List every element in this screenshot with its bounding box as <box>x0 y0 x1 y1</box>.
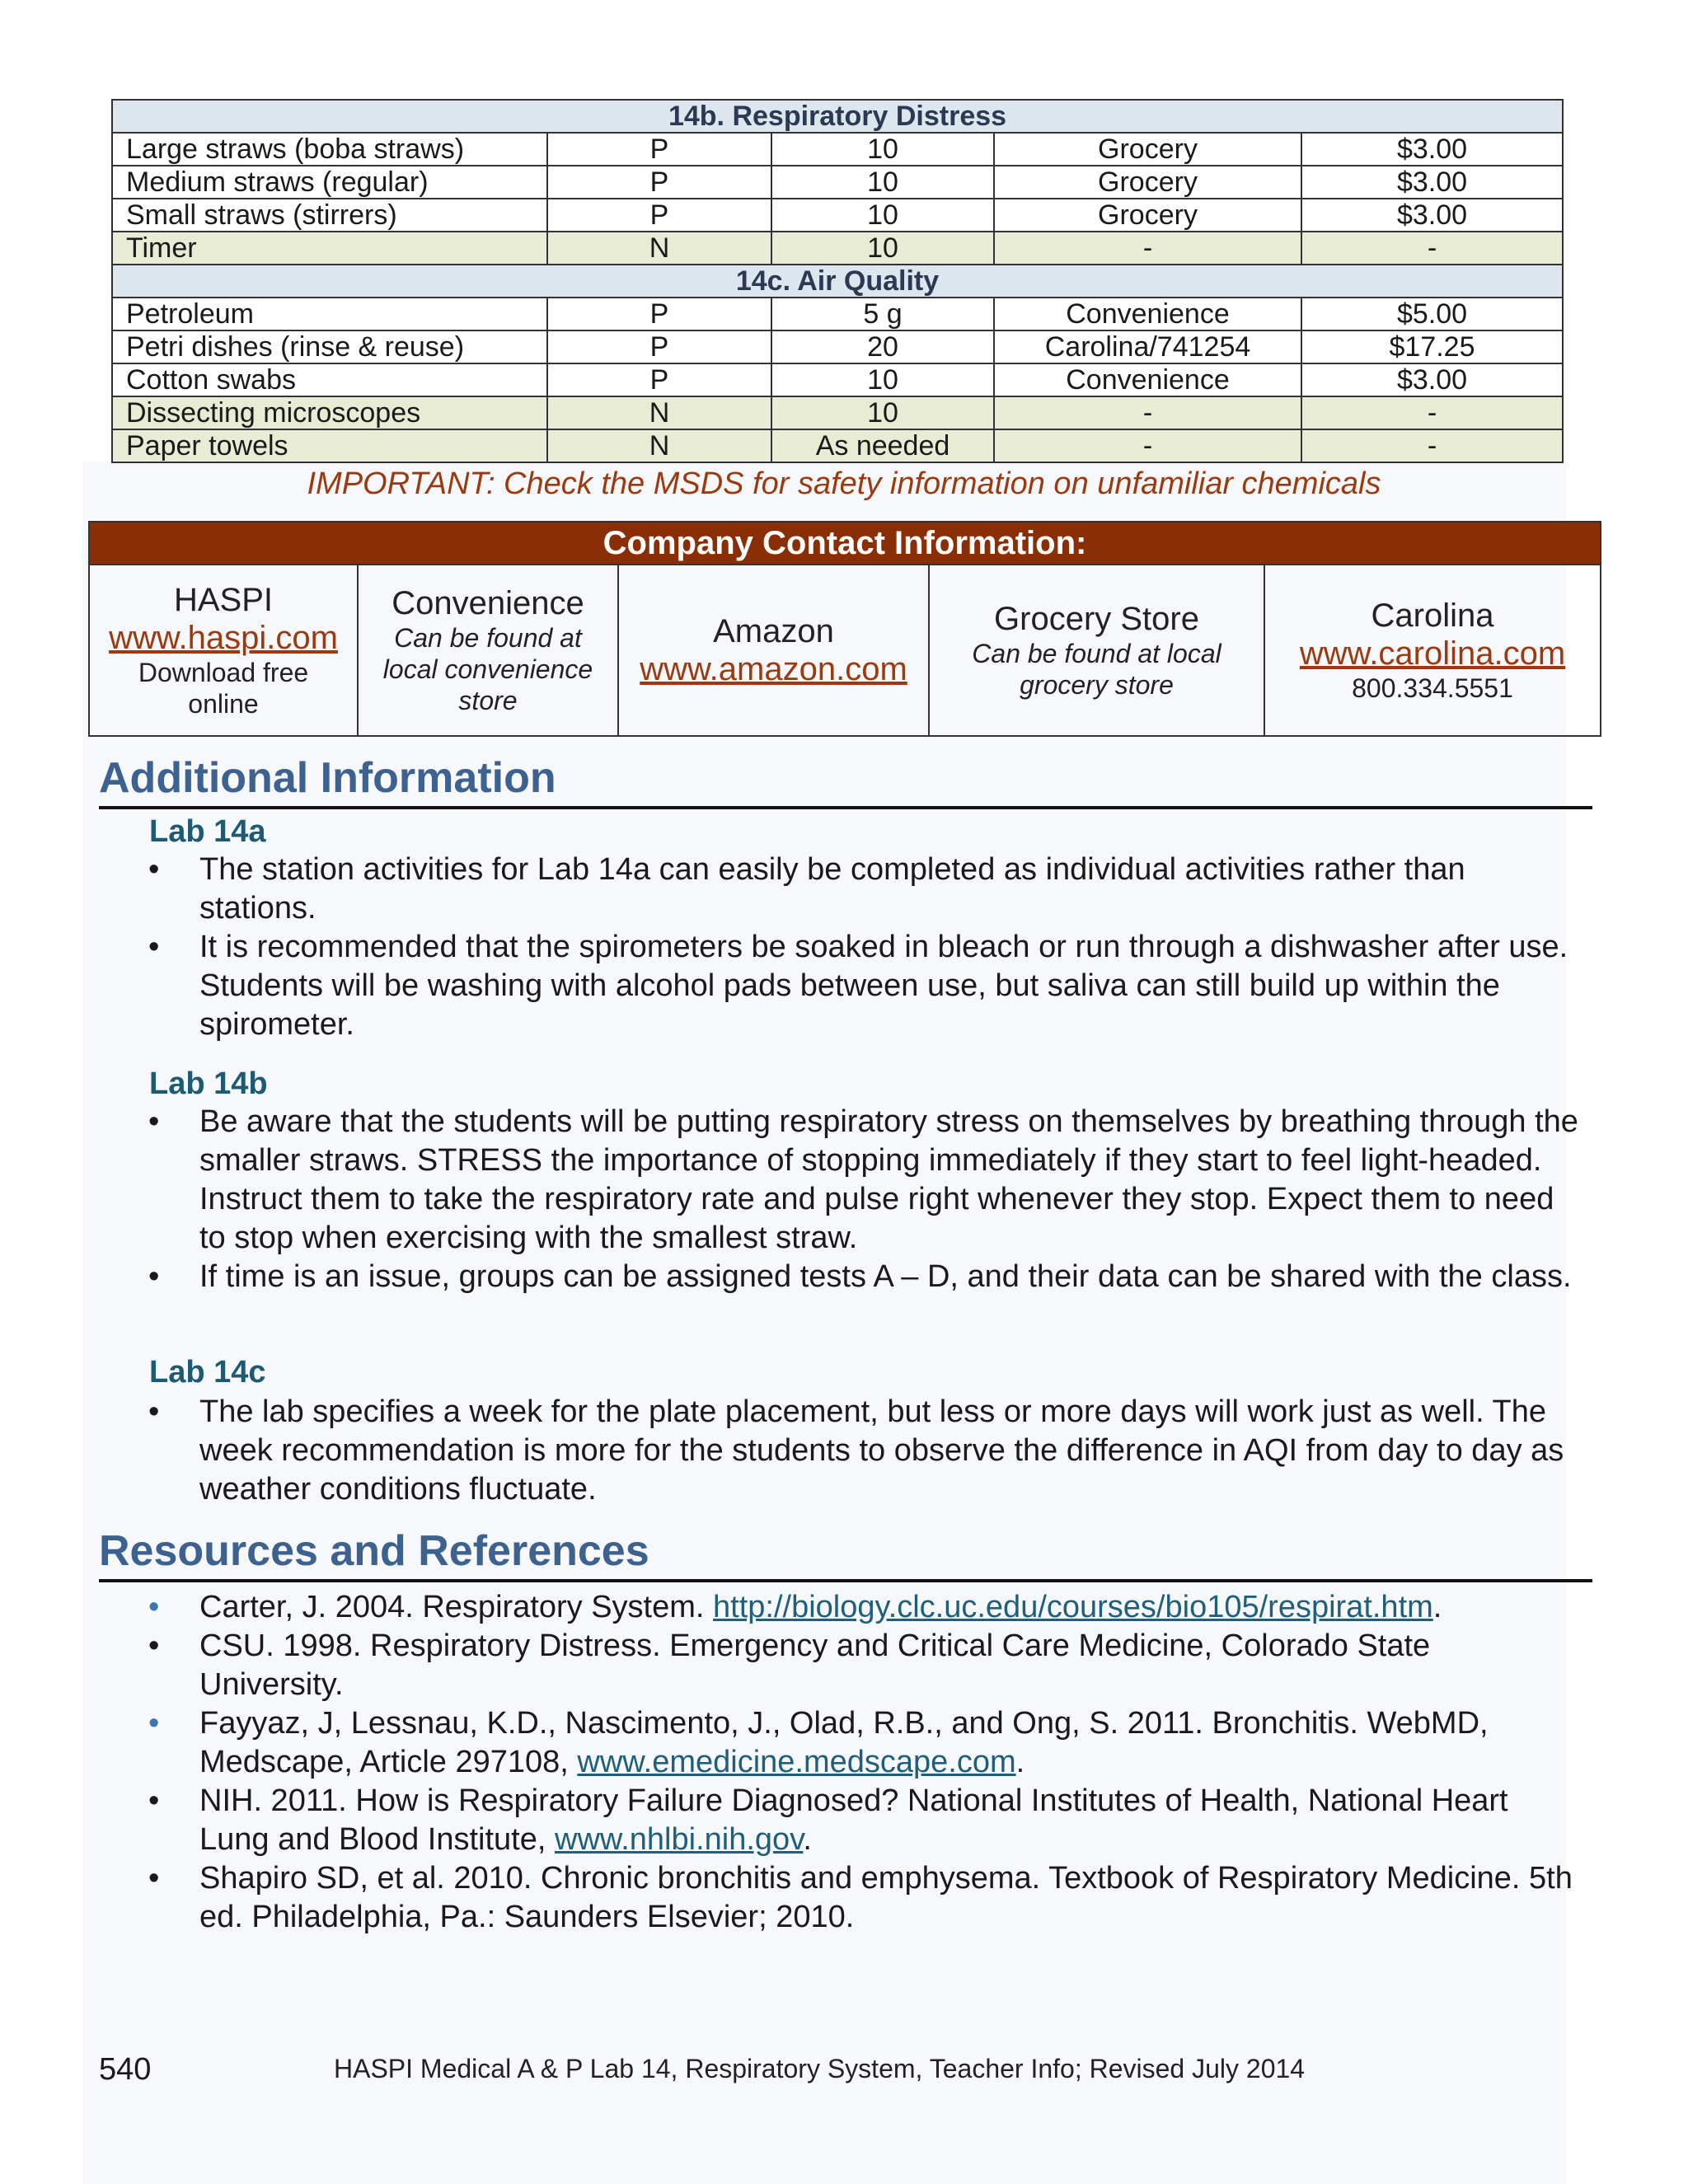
item-cell: Paper towels <box>112 429 547 462</box>
list-item-text: If time is an issue, groups can be assigned tests A – D, and their data can be shared with the class. <box>199 1259 1572 1294</box>
type-cell: N <box>547 396 771 429</box>
section-row-14b <box>112 100 1563 133</box>
lab-14a-heading: Lab 14a <box>149 814 266 849</box>
bullet-icon: • <box>148 1590 160 1624</box>
reference-link[interactable]: www.nhlbi.nih.gov <box>555 1822 804 1857</box>
lab-14b-heading: Lab 14b <box>149 1066 268 1101</box>
company-name: HASPI <box>173 582 274 618</box>
source-cell: - <box>994 396 1301 429</box>
table-row <box>112 133 1563 166</box>
cost-cell: $3.00 <box>1301 166 1563 199</box>
type-cell: P <box>547 166 771 199</box>
lab-14c-list <box>148 1393 1582 1509</box>
company-name: Carolina <box>1371 598 1494 634</box>
bullet-icon: • <box>148 1861 160 1896</box>
cost-cell: $3.00 <box>1301 133 1563 166</box>
cost-cell: - <box>1301 232 1563 265</box>
company-name: Amazon <box>713 613 834 649</box>
reference-suffix: . <box>1432 1590 1442 1624</box>
reference-text: Carter, J. 2004. Respiratory System. <box>199 1590 714 1624</box>
table-row <box>112 232 1563 265</box>
list-item <box>148 851 1582 928</box>
page-number: 540 <box>99 2052 152 2087</box>
cost-cell: $17.25 <box>1301 330 1563 363</box>
company-note: Can be found at <box>394 623 582 653</box>
cost-cell: $3.00 <box>1301 199 1563 232</box>
footer-text: HASPI Medical A & P Lab 14, Respiratory System, Teacher Info; Revised July 2014 <box>334 2054 1306 2083</box>
section-row-14c <box>112 265 1563 298</box>
contact-header: Company Contact Information: <box>89 522 1601 565</box>
company-note: store <box>458 686 518 715</box>
bullet-icon: • <box>148 1706 160 1741</box>
qty-cell: 10 <box>771 363 994 396</box>
contact-grocery <box>929 565 1264 736</box>
item-cell: Petroleum <box>112 298 547 330</box>
source-cell: Convenience <box>994 363 1301 396</box>
reference-item <box>148 1859 1582 1937</box>
bullet-icon: • <box>148 1783 160 1818</box>
list-item <box>148 1258 1582 1296</box>
bullet-icon: • <box>148 1394 160 1429</box>
materials-table <box>111 99 1564 463</box>
source-cell: Carolina/741254 <box>994 330 1301 363</box>
company-name: Grocery Store <box>994 601 1199 637</box>
table-row <box>112 396 1563 429</box>
type-cell: P <box>547 330 771 363</box>
type-cell: N <box>547 232 771 265</box>
amazon-link[interactable]: www.amazon.com <box>640 651 907 687</box>
type-cell: N <box>547 429 771 462</box>
table-row <box>112 363 1563 396</box>
reference-suffix: . <box>803 1822 812 1857</box>
type-cell: P <box>547 363 771 396</box>
important-notice: IMPORTANT: Check the MSDS for safety information on unfamiliar chemicals <box>307 466 1381 501</box>
company-name: Convenience <box>392 585 584 621</box>
haspi-link[interactable]: www.haspi.com <box>109 620 338 656</box>
table-row <box>112 199 1563 232</box>
lab-14c-heading: Lab 14c <box>149 1355 266 1390</box>
source-cell: Convenience <box>994 298 1301 330</box>
list-item <box>148 1393 1582 1509</box>
bullet-icon: • <box>148 1259 160 1294</box>
qty-cell: 10 <box>771 396 994 429</box>
bullet-icon: • <box>148 1104 160 1139</box>
company-note: online <box>188 689 259 719</box>
contact-convenience <box>358 565 618 736</box>
qty-cell: 10 <box>771 232 994 265</box>
list-item-text: The lab specifies a week for the plate placement, but less or more days will work just as well. The week recommendation is more for the students to observe the difference in AQI from day to day as weather conditions fluctuate. <box>199 1394 1564 1507</box>
additional-info-heading: Additional Information <box>99 752 1592 809</box>
cost-cell: - <box>1301 429 1563 462</box>
reference-item <box>148 1627 1582 1704</box>
lab-14a-list <box>148 851 1582 1044</box>
qty-cell: As needed <box>771 429 994 462</box>
item-cell: Dissecting microscopes <box>112 396 547 429</box>
reference-text: NIH. 2011. How is Respiratory Failure Diagnosed? National Institutes of Health, National Heart Lung and Blood Institute, <box>199 1783 1508 1857</box>
qty-cell: 10 <box>771 199 994 232</box>
contact-amazon <box>618 565 929 736</box>
bullet-icon: • <box>148 852 160 887</box>
list-item <box>148 928 1582 1044</box>
type-cell: P <box>547 199 771 232</box>
type-cell: P <box>547 133 771 166</box>
reference-item <box>148 1782 1582 1859</box>
reference-link[interactable]: www.emedicine.medscape.com <box>577 1745 1016 1779</box>
company-note: local convenience <box>382 654 593 684</box>
list-item-text: The station activities for Lab 14a can easily be completed as individual activities rather than stations. <box>199 852 1465 926</box>
reference-text: Fayyaz, J, Lessnau, K.D., Nascimento, J., Olad, R.B., and Ong, S. 2011. Bronchitis. WebMD, Medscape, Article 297108, <box>199 1706 1489 1779</box>
company-phone: 800.334.5551 <box>1352 673 1513 703</box>
company-note: Can be found at local <box>972 639 1221 668</box>
table-row <box>112 166 1563 199</box>
carolina-link[interactable]: www.carolina.com <box>1299 635 1566 672</box>
cost-cell: $5.00 <box>1301 298 1563 330</box>
type-cell: P <box>547 298 771 330</box>
item-cell: Timer <box>112 232 547 265</box>
list-item <box>148 1103 1582 1258</box>
source-cell: Grocery <box>994 166 1301 199</box>
resources-heading: Resources and References <box>99 1525 1592 1582</box>
source-cell: - <box>994 429 1301 462</box>
bullet-icon: • <box>148 1629 160 1663</box>
qty-cell: 5 g <box>771 298 994 330</box>
item-cell: Petri dishes (rinse & reuse) <box>112 330 547 363</box>
cost-cell: - <box>1301 396 1563 429</box>
reference-suffix: . <box>1015 1745 1025 1779</box>
cost-cell: $3.00 <box>1301 363 1563 396</box>
bullet-icon: • <box>148 930 160 964</box>
section-title: 14c. Air Quality <box>112 265 1563 298</box>
table-row <box>112 298 1563 330</box>
company-note: Download free <box>138 658 309 687</box>
table-row <box>112 429 1563 462</box>
list-item-text: Be aware that the students will be putting respiratory stress on themselves by breathing through the smaller straws. STRESS the importance of stopping immediately if they start to feel light-headed. Instruct them to take the respiratory rate and pulse right whenever they stop. Expect them to need to stop when exercising with the smallest straw. <box>199 1104 1578 1255</box>
source-cell: Grocery <box>994 133 1301 166</box>
item-cell: Large straws (boba straws) <box>112 133 547 166</box>
source-cell: Grocery <box>994 199 1301 232</box>
item-cell: Cotton swabs <box>112 363 547 396</box>
contact-carolina <box>1264 565 1601 736</box>
item-cell: Small straws (stirrers) <box>112 199 547 232</box>
section-title: 14b. Respiratory Distress <box>112 100 1563 133</box>
item-cell: Medium straws (regular) <box>112 166 547 199</box>
qty-cell: 20 <box>771 330 994 363</box>
contact-haspi <box>89 565 358 736</box>
reference-text: Shapiro SD, et al. 2010. Chronic bronchitis and emphysema. Textbook of Respiratory Medicine. 5th ed. Philadelphia, Pa.: Saunders Elsevier; 2010. <box>199 1861 1573 1934</box>
source-cell: - <box>994 232 1301 265</box>
references-list <box>148 1588 1582 1937</box>
reference-link[interactable]: http://biology.clc.uc.edu/courses/bio105/respirat.htm <box>713 1590 1433 1624</box>
company-note: grocery store <box>1020 670 1174 700</box>
lab-14b-list <box>148 1103 1582 1296</box>
qty-cell: 10 <box>771 133 994 166</box>
reference-item <box>148 1588 1582 1627</box>
reference-text: CSU. 1998. Respiratory Distress. Emergency and Critical Care Medicine, Colorado State University. <box>199 1629 1431 1702</box>
reference-item <box>148 1704 1582 1782</box>
table-row <box>112 330 1563 363</box>
list-item-text: It is recommended that the spirometers be soaked in bleach or run through a dishwasher after use. Students will be washing with alcohol pads between use, but saliva can still build up within the spirometer. <box>199 930 1568 1042</box>
qty-cell: 10 <box>771 166 994 199</box>
contact-table <box>88 521 1601 737</box>
